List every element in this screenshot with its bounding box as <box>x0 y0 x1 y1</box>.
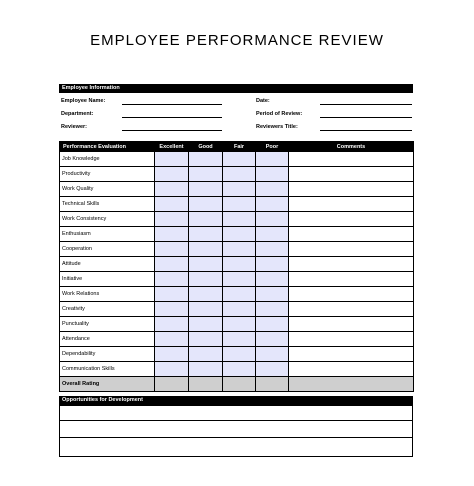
criterion-label: Attendance <box>60 332 155 347</box>
rating-fair-cell[interactable] <box>223 242 256 257</box>
evaluation-row <box>60 302 414 317</box>
rating-good-cell[interactable] <box>189 212 223 227</box>
comments-cell[interactable] <box>289 332 414 347</box>
fair-header: Fair <box>223 142 256 152</box>
rating-fair-cell[interactable] <box>223 362 256 377</box>
rating-good-cell[interactable] <box>189 347 223 362</box>
rating-fair-cell[interactable] <box>223 317 256 332</box>
comments-cell[interactable] <box>289 167 414 182</box>
rating-fair-cell[interactable] <box>223 182 256 197</box>
rating-excellent-cell[interactable] <box>155 197 189 212</box>
rating-poor-cell[interactable] <box>256 152 289 167</box>
rating-excellent-cell[interactable] <box>155 167 189 182</box>
criterion-label: Technical Skills <box>60 197 155 212</box>
rating-fair-cell[interactable] <box>223 347 256 362</box>
comments-cell[interactable] <box>289 197 414 212</box>
rating-excellent-cell[interactable] <box>155 272 189 287</box>
rating-poor-cell[interactable] <box>256 257 289 272</box>
rating-poor-cell[interactable] <box>256 347 289 362</box>
comments-header: Comments <box>289 142 414 152</box>
comments-cell[interactable] <box>289 287 414 302</box>
criterion-label: Initiative <box>60 272 155 287</box>
rating-poor-cell[interactable] <box>256 332 289 347</box>
rating-poor-cell[interactable] <box>256 197 289 212</box>
rating-good-cell[interactable] <box>189 242 223 257</box>
employee-info-header <box>59 84 413 93</box>
rating-poor-cell[interactable] <box>256 212 289 227</box>
comments-cell[interactable] <box>289 182 414 197</box>
overall-rating-row <box>60 377 414 392</box>
rating-excellent-cell[interactable] <box>155 362 189 377</box>
criterion-label: Communication Skills <box>60 362 155 377</box>
period-of-review-field[interactable] <box>320 117 412 118</box>
reviewer-field[interactable] <box>122 130 222 131</box>
evaluation-row <box>60 242 414 257</box>
criterion-label: Punctuality <box>60 317 155 332</box>
form-title: EMPLOYEE PERFORMANCE REVIEW <box>90 32 384 49</box>
rating-good-cell[interactable] <box>189 272 223 287</box>
evaluation-header-row <box>60 142 414 152</box>
evaluation-row <box>60 152 414 167</box>
comments-cell[interactable] <box>289 212 414 227</box>
rating-fair-cell[interactable] <box>223 272 256 287</box>
date-field[interactable] <box>320 104 412 105</box>
criterion-label: Job Knowledge <box>60 152 155 167</box>
reviewers-title-label: Reviewers Title: <box>256 124 298 130</box>
comments-cell[interactable] <box>289 242 414 257</box>
rating-good-cell[interactable] <box>189 287 223 302</box>
rating-good-cell[interactable] <box>189 167 223 182</box>
rating-poor-cell[interactable] <box>256 377 289 392</box>
rating-poor-cell[interactable] <box>256 362 289 377</box>
criterion-label: Productivity <box>60 167 155 182</box>
opportunities-line-2[interactable] <box>59 437 413 438</box>
date-label: Date: <box>256 98 270 104</box>
performance-evaluation-header: Performance Evaluation <box>60 142 155 152</box>
rating-excellent-cell[interactable] <box>155 347 189 362</box>
comments-cell[interactable] <box>289 152 414 167</box>
rating-excellent-cell[interactable] <box>155 182 189 197</box>
rating-fair-cell[interactable] <box>223 197 256 212</box>
rating-poor-cell[interactable] <box>256 302 289 317</box>
rating-fair-cell[interactable] <box>223 287 256 302</box>
reviewers-title-field[interactable] <box>320 130 412 131</box>
criterion-label: Creativity <box>60 302 155 317</box>
criterion-label: Work Quality <box>60 182 155 197</box>
criterion-label: Cooperation <box>60 242 155 257</box>
rating-poor-cell[interactable] <box>256 242 289 257</box>
evaluation-row <box>60 257 414 272</box>
comments-cell[interactable] <box>289 317 414 332</box>
rating-excellent-cell[interactable] <box>155 257 189 272</box>
comments-cell[interactable] <box>289 347 414 362</box>
evaluation-row <box>60 182 414 197</box>
criterion-label: Enthusiasm <box>60 227 155 242</box>
employee-name-label: Employee Name: <box>61 98 106 104</box>
period-of-review-label: Period of Review: <box>256 111 303 117</box>
rating-fair-cell[interactable] <box>223 152 256 167</box>
evaluation-row <box>60 272 414 287</box>
rating-excellent-cell[interactable] <box>155 317 189 332</box>
rating-fair-cell[interactable] <box>223 302 256 317</box>
rating-excellent-cell[interactable] <box>155 377 189 392</box>
rating-good-cell[interactable] <box>189 317 223 332</box>
criterion-label: Attitude <box>60 257 155 272</box>
good-header: Good <box>189 142 223 152</box>
rating-poor-cell[interactable] <box>256 287 289 302</box>
rating-good-cell[interactable] <box>189 362 223 377</box>
evaluation-row <box>60 317 414 332</box>
criterion-label: Work Consistency <box>60 212 155 227</box>
rating-good-cell[interactable] <box>189 197 223 212</box>
comments-cell[interactable] <box>289 302 414 317</box>
rating-good-cell[interactable] <box>189 377 223 392</box>
criterion-label: Overall Rating <box>60 377 155 392</box>
evaluation-row <box>60 332 414 347</box>
evaluation-row <box>60 347 414 362</box>
rating-fair-cell[interactable] <box>223 167 256 182</box>
evaluation-row <box>60 227 414 242</box>
rating-fair-cell[interactable] <box>223 377 256 392</box>
rating-good-cell[interactable] <box>189 302 223 317</box>
evaluation-row <box>60 212 414 227</box>
rating-poor-cell[interactable] <box>256 182 289 197</box>
department-label: Department: <box>61 111 94 117</box>
comments-cell[interactable] <box>289 272 414 287</box>
rating-poor-cell[interactable] <box>256 167 289 182</box>
evaluation-row <box>60 287 414 302</box>
rating-poor-cell[interactable] <box>256 227 289 242</box>
opportunities-box <box>59 396 413 457</box>
opportunities-line-1[interactable] <box>59 420 413 421</box>
employee-name-field[interactable] <box>122 104 222 105</box>
rating-fair-cell[interactable] <box>223 227 256 242</box>
rating-excellent-cell[interactable] <box>155 152 189 167</box>
rating-good-cell[interactable] <box>189 332 223 347</box>
rating-good-cell[interactable] <box>189 152 223 167</box>
rating-excellent-cell[interactable] <box>155 242 189 257</box>
rating-excellent-cell[interactable] <box>155 212 189 227</box>
comments-cell[interactable] <box>289 377 414 392</box>
rating-poor-cell[interactable] <box>256 317 289 332</box>
rating-excellent-cell[interactable] <box>155 332 189 347</box>
comments-cell[interactable] <box>289 362 414 377</box>
rating-excellent-cell[interactable] <box>155 227 189 242</box>
department-field[interactable] <box>122 117 222 118</box>
rating-poor-cell[interactable] <box>256 272 289 287</box>
criterion-label: Dependability <box>60 347 155 362</box>
rating-excellent-cell[interactable] <box>155 302 189 317</box>
reviewer-label: Reviewer: <box>61 124 87 130</box>
excellent-header: Excellent <box>155 142 189 152</box>
rating-good-cell[interactable] <box>189 182 223 197</box>
comments-cell[interactable] <box>289 227 414 242</box>
rating-good-cell[interactable] <box>189 257 223 272</box>
rating-good-cell[interactable] <box>189 227 223 242</box>
rating-fair-cell[interactable] <box>223 212 256 227</box>
poor-header: Poor <box>256 142 289 152</box>
evaluation-body <box>60 152 414 392</box>
evaluation-row <box>60 167 414 182</box>
rating-fair-cell[interactable] <box>223 257 256 272</box>
criterion-label: Work Relations <box>60 287 155 302</box>
evaluation-row <box>60 362 414 377</box>
employee-info-header-label: Employee Information <box>62 85 120 91</box>
comments-cell[interactable] <box>289 257 414 272</box>
rating-excellent-cell[interactable] <box>155 287 189 302</box>
opportunities-header-label: Opportunities for Development <box>62 397 143 403</box>
rating-fair-cell[interactable] <box>223 332 256 347</box>
evaluation-row <box>60 197 414 212</box>
performance-evaluation-table <box>59 141 414 392</box>
